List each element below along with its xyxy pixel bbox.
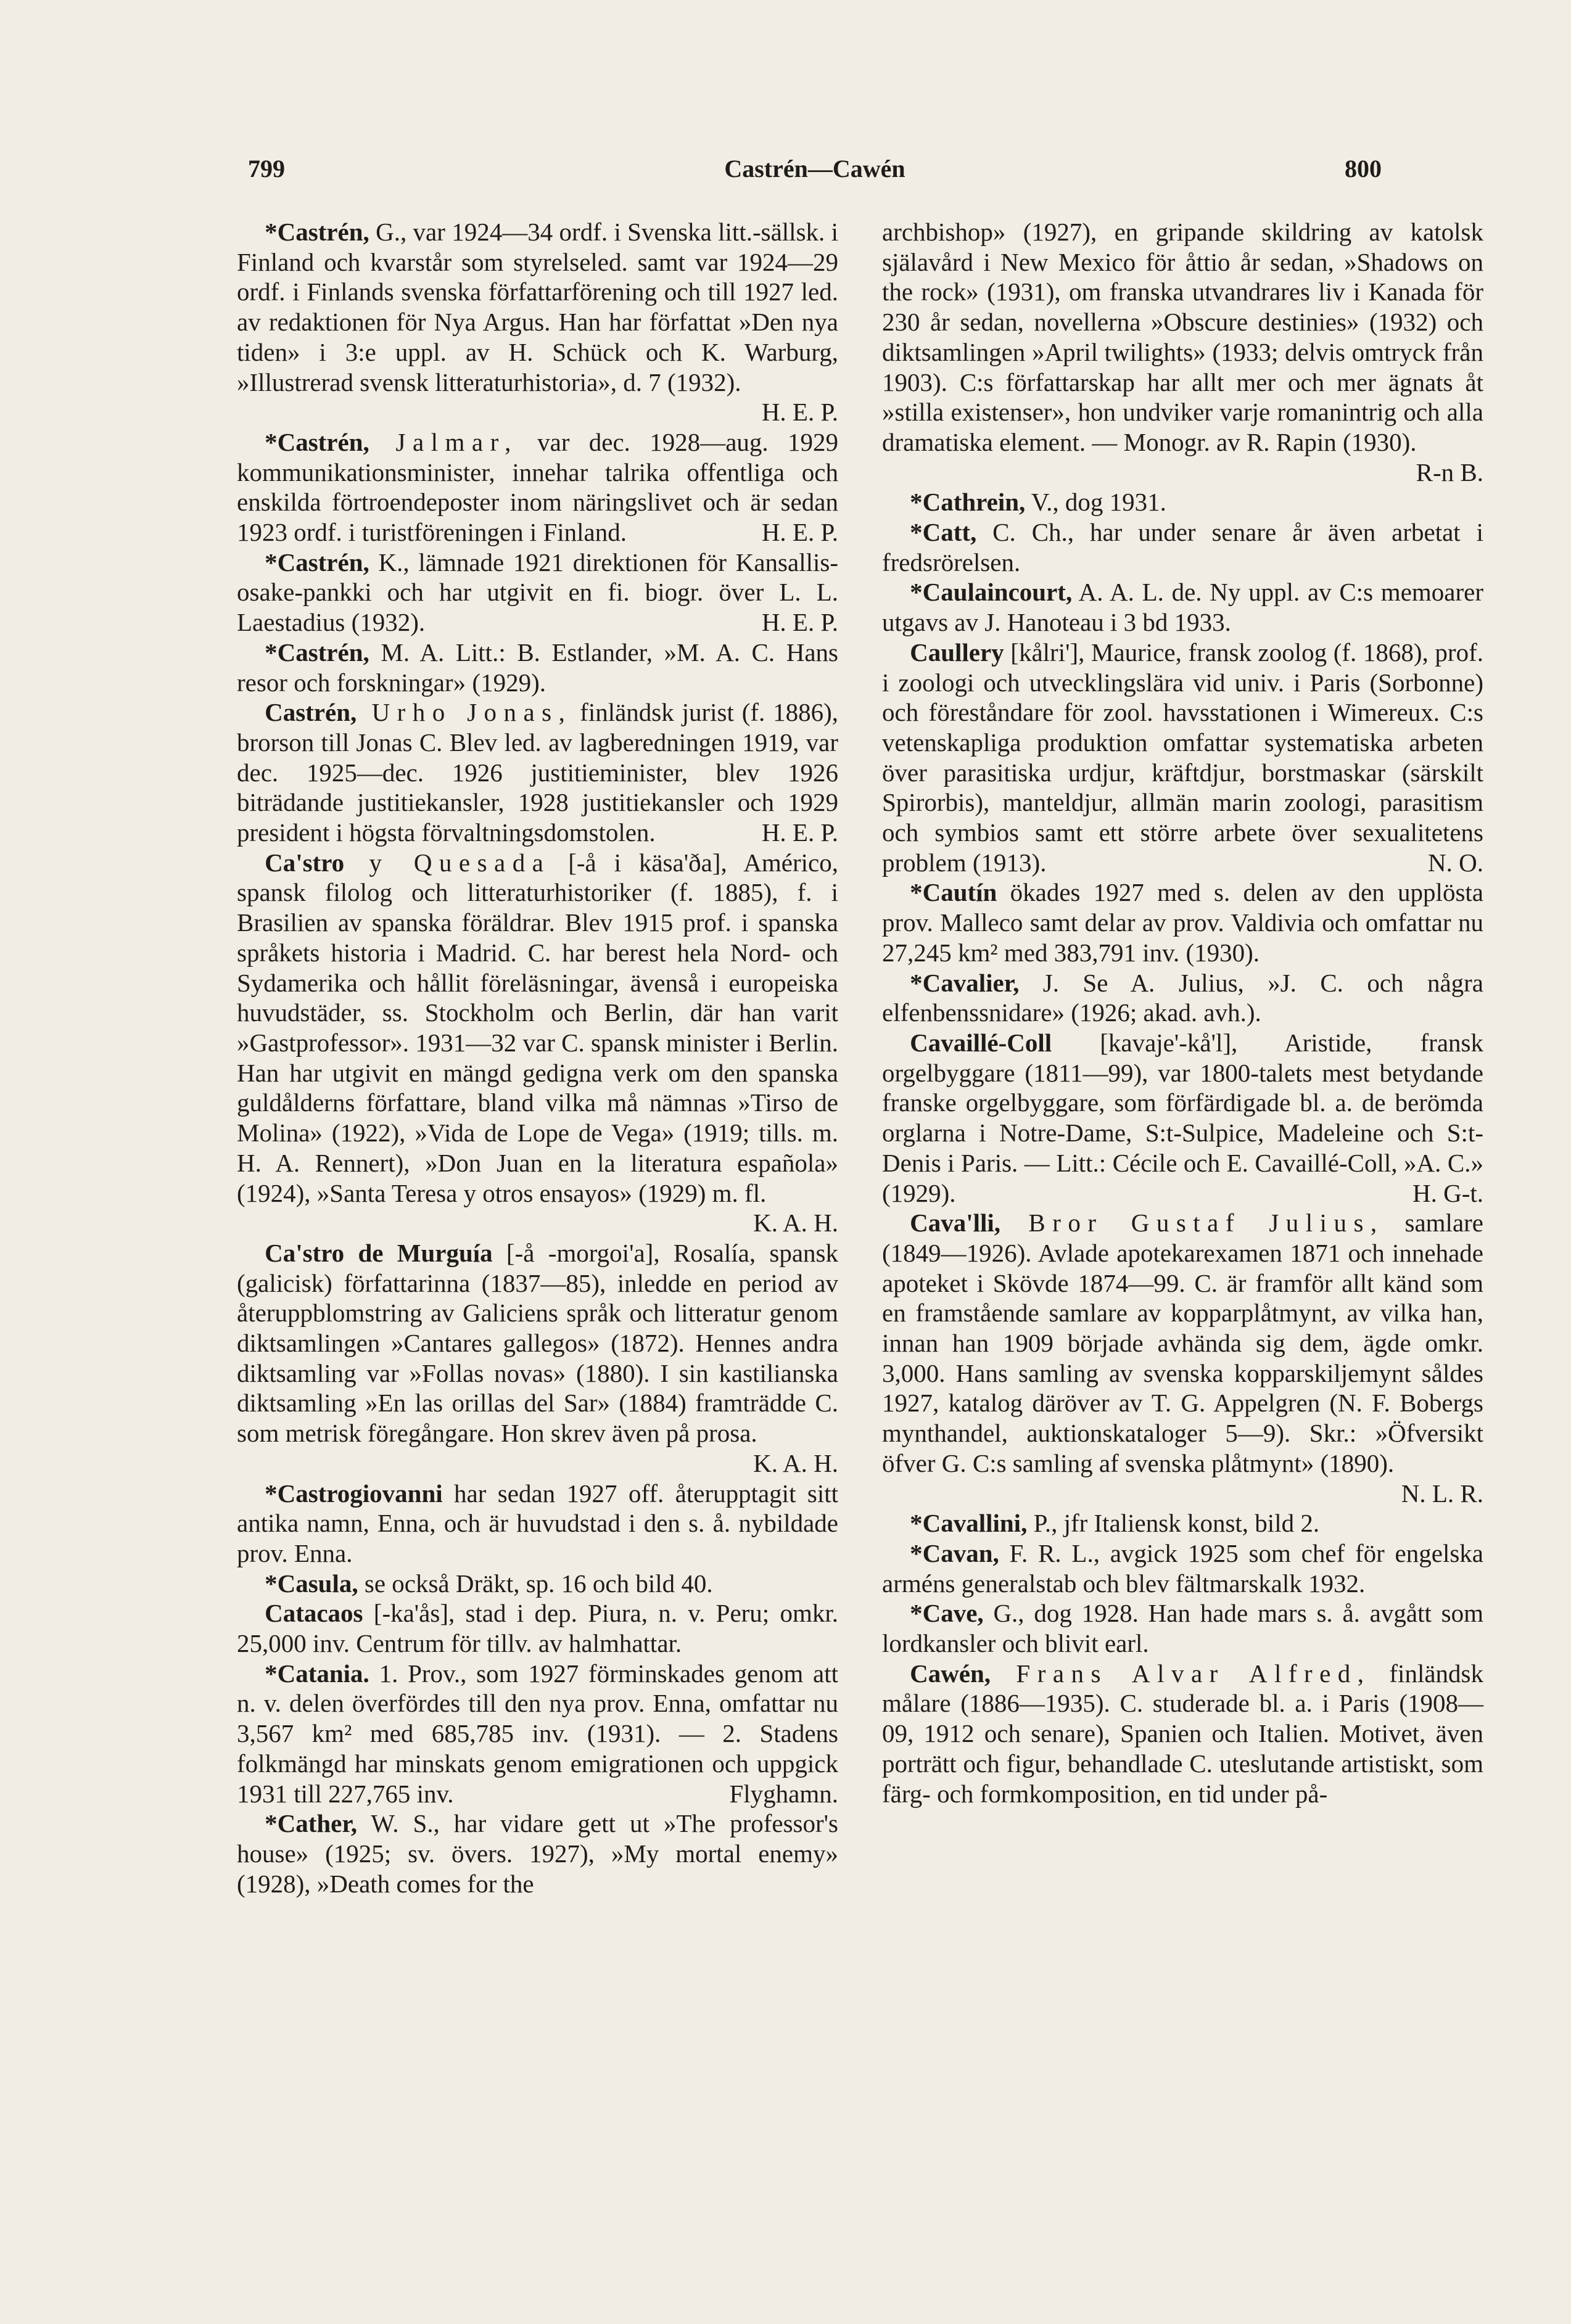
page-number-left: 799 xyxy=(248,155,285,183)
author-signature: H. G-t. xyxy=(1412,1178,1483,1207)
encyclopedia-entry xyxy=(237,1598,838,1658)
entry-headword: *Cautín xyxy=(910,878,997,907)
entry-headword: Ca'stro de Murguía xyxy=(265,1238,493,1267)
entry-text: har sedan 1927 off. återupptagit sitt antika namn, Enna, och är huvudstad i den s. å. nybildade prov. Enna. xyxy=(237,1479,838,1567)
encyclopedia-entry xyxy=(237,1809,838,1899)
entry-text: [-ka'ås], stad i dep. Piura, n. v. Peru; omkr. 25,000 inv. Centrum för tillv. av halmhattar. xyxy=(237,1599,838,1658)
entry-headword: Cava'lli, xyxy=(910,1209,1001,1238)
page-header xyxy=(248,154,1382,191)
encyclopedia-entry xyxy=(882,968,1483,1028)
left-column xyxy=(237,217,838,1899)
encyclopedia-entry xyxy=(882,1508,1483,1538)
encyclopedia-entry xyxy=(237,427,838,548)
author-signature: H. E. P. xyxy=(761,608,838,637)
entry-text: G., dog 1928. Han hade mars s. å. avgått som lordkansler och blivit earl. xyxy=(882,1599,1483,1658)
encyclopedia-entry xyxy=(882,1659,1483,1809)
author-signature: N. L. R. xyxy=(1401,1479,1483,1508)
entry-given-names: Urho Jonas, xyxy=(357,698,572,727)
encyclopedia-entry xyxy=(882,577,1483,637)
entry-text: se också Dräkt, sp. 16 och bild 40. xyxy=(358,1569,713,1598)
entry-text: finländsk målare (1886—1935). C. studerade bl. a. i Paris (1908—09, 1912 och senare), Spanien och Italien. Motivet, även porträtt och figur, behandlade C. uteslutande artistiskt, som färg- och formkomposition, en tid under på- xyxy=(882,1659,1483,1808)
page-number-right: 800 xyxy=(1345,155,1382,183)
entry-headword: *Cavallini, xyxy=(910,1509,1028,1538)
entry-given-names: Bror Gustaf Julius, xyxy=(1000,1209,1384,1238)
entry-headword: *Castrén, xyxy=(265,548,369,577)
author-signature: N. O. xyxy=(1428,848,1483,877)
encyclopedia-entry xyxy=(237,697,838,848)
encyclopedia-entry xyxy=(882,877,1483,967)
entry-given-names: y Quesada xyxy=(344,848,551,877)
entry-headword: *Catt, xyxy=(910,518,977,547)
author-signature: Flyghamn. xyxy=(729,1779,838,1808)
entry-headword: *Cavan, xyxy=(910,1538,999,1567)
entry-headword: Ca'stro xyxy=(265,848,345,877)
entry-given-names: Jalmar, xyxy=(369,427,518,456)
right-column xyxy=(882,217,1483,1809)
entry-text: [kålri'], Maurice, fransk zoolog (f. 1868), prof. i zoologi och utvecklingslära vid univ. i Paris (Sorbonne) och föreståndare för zool. havsstationen i Wimereux. C:s vetenskapliga produktion omfattar systematiska arbeten över parasitiska urdjur, kräftdjur, borstmaskar (särskilt Spirorbis), manteldjur, allmän marin zoologi, parasitism och symbios samt ett större arbete över sexualitetens problem (1913). xyxy=(882,638,1483,877)
encyclopedia-entry xyxy=(882,1538,1483,1598)
encyclopedia-entry xyxy=(237,1659,838,1809)
entry-headword: Cawén, xyxy=(910,1659,991,1688)
entry-headword: Castrén, xyxy=(265,698,357,727)
entry-text: C. Ch., har under senare år även arbetat i fredsrörelsen. xyxy=(882,518,1483,577)
author-signature: K. A. H. xyxy=(753,1448,838,1477)
entry-headword: *Cavalier, xyxy=(910,968,1020,997)
encyclopedia-entry xyxy=(882,217,1483,487)
encyclopedia-entry xyxy=(237,548,838,638)
entry-text: A. A. L. de. Ny uppl. av C:s memoarer utgavs av J. Hanoteau i 3 bd 1933. xyxy=(882,578,1483,637)
entry-text: samlare (1849—1926). Avlade apotekarexamen 1871 och innehade apoteket i Skövde 1874—99. C. är framför allt känd som en framstående samlare av kopparplåtmynt, av vilka han, innan han 1909 började avhända sig dem, ägde omkr. 3,000. Hans samling av svenska kopparskiljemynt såldes 1927, katalog däröver av T. G. Appelgren (N. F. Bobergs mynthandel, auktionskataloger 5—9). Skr.: »Öfversikt öfver G. C:s samling af svenska plåtmynt» (1890). xyxy=(882,1209,1483,1477)
entry-text: archbishop» (1927), en gripande skildring av katolsk själavård i New Mexico för åttio år sedan, »Shadows on the rock» (1931), om franska utvandrares liv i Kanada för 230 år sedan, novellerna »Obscure destinies» (1932) och diktsamlingen »April twilights» (1933; delvis omtryck från 1903). C:s författarskap har allt mer och mer ägnats åt »stilla existenser», hon undviker varje romanintrig och alla dramatiska element. — Monogr. av R. Rapin (1930). xyxy=(882,218,1483,456)
entry-headword: Catacaos xyxy=(265,1599,363,1628)
entry-headword: *Catania. xyxy=(265,1659,369,1688)
entry-headword: *Casula, xyxy=(265,1569,358,1598)
encyclopedia-entry xyxy=(882,487,1483,517)
entry-text: ökades 1927 med s. delen av den upplösta prov. Malleco samt delar av prov. Valdivia och omfattar nu 27,245 km² med 383,791 inv. (1930). xyxy=(882,878,1483,967)
entry-text: J. Se A. Julius, »J. C. och några elfenbenssnidare» (1926; akad. avh.). xyxy=(882,968,1483,1027)
entry-text: G., var 1924—34 ordf. i Svenska litt.-sällsk. i Finland och kvarstår som styrelseled. samt var 1924—29 ordf. i Finlands svenska författarförening och till 1927 led. av redaktionen för Nya Argus. Han har författat »Den nya tiden» i 3:e uppl. av H. Schück och K. Warburg, »Illustrerad svensk litteraturhistoria», d. 7 (1932). xyxy=(237,218,838,396)
entry-text: [-å i käsa'ða], Américo, spansk filolog och litteraturhistoriker (f. 1885), f. i Brasilien av spanska föräldrar. Blev 1915 prof. i spanska språkets historia i Madrid. C. har berest hela Nord- och Sydamerika och hållit föreläsningar, ävenså i europeiska huvudstäder, ss. Stockholm och Berlin, där han varit »Gastprofessor». 1931—32 var C. spansk minister i Berlin. Han har utgivit en mängd gedigna verk om den spanska guldålderns författare, bland vilka må nämnas »Tirso de Molina» (1922), »Vida de Lope de Vega» (1919; tills. m. H. A. Rennert), »Don Juan en la literatura española» (1924), »Santa Teresa y otros ensayos» (1929) m. fl. xyxy=(237,848,838,1207)
encyclopedia-entry xyxy=(237,1569,838,1599)
entry-text: W. S., har vidare gett ut »The professor's house» (1925; sv. övers. 1927), »My mortal enemy» (1928), »Death comes for the xyxy=(237,1809,838,1898)
encyclopedia-entry xyxy=(237,1479,838,1569)
entry-headword: Caullery xyxy=(910,638,1004,667)
entry-text: M. A. Litt.: B. Estlander, »M. A. C. Hans resor och forskningar» (1929). xyxy=(237,638,838,697)
encyclopedia-entry xyxy=(882,638,1483,878)
entry-headword: *Cathrein, xyxy=(910,488,1026,517)
author-signature: H. E. P. xyxy=(761,518,838,547)
entry-given-names: Frans Alvar Alfred, xyxy=(991,1659,1371,1688)
encyclopedia-entry xyxy=(237,1238,838,1479)
entry-text: finländsk jurist (f. 1886), brorson till Jonas C. Blev led. av lagberedningen 1919, var dec. 1925—dec. 1926 justitieminister, blev 1926 biträdande justitiekansler, 1928 justitiekansler och 1929 president i högsta förvaltningsdomstolen. xyxy=(237,698,838,847)
entry-headword: Cavaillé-Coll xyxy=(910,1028,1052,1057)
author-signature: H. E. P. xyxy=(761,818,838,847)
author-signature: R-n B. xyxy=(1416,458,1483,487)
entry-text: F. R. L., avgick 1925 som chef för engelska arméns generalstab och blev fältmarskalk 1932. xyxy=(882,1538,1483,1598)
entry-headword: *Castrén, xyxy=(265,427,369,456)
entry-headword: *Cave, xyxy=(910,1599,984,1628)
encyclopedia-entry xyxy=(882,517,1483,577)
entry-text: V., dog 1931. xyxy=(1025,488,1166,517)
author-signature: K. A. H. xyxy=(753,1209,838,1238)
encyclopedia-entry xyxy=(882,1598,1483,1658)
entry-headword: *Cather, xyxy=(265,1809,358,1838)
entry-text: [kavaje'-kå'l], Aristide, fransk orgelbyggare (1811—99), var 1800-talets mest betydande franske orgelbyggare, som förfärdigade bl. a. de berömda orglarna i Notre-Dame, S:t-Sulpice, Madeleine och S:t-Denis i Paris. — Litt.: Cécile och E. Cavaillé-Coll, »A. C.» (1929). xyxy=(882,1028,1483,1207)
encyclopedia-entry xyxy=(237,638,838,697)
entry-text: [-å -morgoi'a], Rosalía, spansk (galicisk) författarinna (1837—85), inledde en period av återuppblomstring av Galiciens språk och litteratur genom diktsamlingen »Cantares gallegos» (1872). Hennes andra diktsamling var »Follas novas» (1880). I sin kastilianska diktsamling »En las orillas del Sar» (1884) framträdde C. som metrisk föregångare. Hon skrev även på prosa. xyxy=(237,1238,838,1448)
entry-headword: *Castrén, xyxy=(265,638,369,667)
entry-headword: *Castrogiovanni xyxy=(265,1479,443,1508)
entry-text: var dec. 1928—aug. 1929 kommunikationsminister, innehar talrika offentliga och enskilda förtroendeposter inom näringslivet och är sedan 1923 ordf. i turistföreningen i Finland. xyxy=(237,427,838,547)
encyclopedia-entry xyxy=(882,1028,1483,1208)
author-signature: H. E. P. xyxy=(761,398,838,427)
running-title: Castrén—Cawén xyxy=(724,155,905,183)
entry-text: K., lämnade 1921 direktionen för Kansallis-osake-pankki och har utgivit en fi. biogr. över L. L. Laestadius (1932). xyxy=(237,548,838,637)
entry-text: P., jfr Italiensk konst, bild 2. xyxy=(1027,1509,1320,1538)
encyclopedia-entry xyxy=(237,848,838,1238)
encyclopedia-entry xyxy=(882,1208,1483,1508)
encyclopedia-entry xyxy=(237,217,838,427)
entry-headword: *Caulaincourt, xyxy=(910,578,1073,607)
entry-headword: *Castrén, xyxy=(265,218,369,246)
entry-text: 1. Prov., som 1927 förminskades genom att n. v. delen överfördes till den nya prov. Enna, omfattar nu 3,567 km² med 685,785 inv. (1931). — 2. Stadens folkmängd har minskats genom emigrationen och uppgick 1931 till 227,765 inv. xyxy=(237,1659,838,1808)
